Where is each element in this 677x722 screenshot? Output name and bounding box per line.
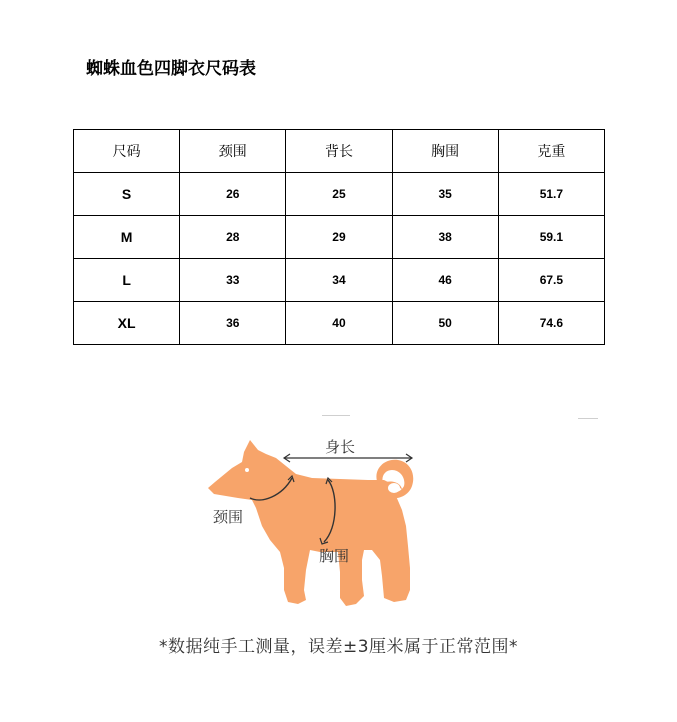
cell-back: 40 xyxy=(286,302,392,345)
cell-chest: 35 xyxy=(392,173,498,216)
back-length-label: 身长 xyxy=(324,438,356,456)
header-size: 尺码 xyxy=(74,130,180,173)
header-weight: 克重 xyxy=(498,130,604,173)
size-chart-table xyxy=(73,129,605,345)
cell-neck: 26 xyxy=(180,173,286,216)
cell-weight: 59.1 xyxy=(498,216,604,259)
chest-label: 胸围 xyxy=(318,547,350,565)
cell-back: 25 xyxy=(286,173,392,216)
cell-size: L xyxy=(74,259,180,302)
neck-label: 颈围 xyxy=(212,508,244,526)
table-row xyxy=(74,173,605,216)
header-chest: 胸围 xyxy=(392,130,498,173)
table-row xyxy=(74,216,605,259)
header-back: 背长 xyxy=(286,130,392,173)
cell-weight: 51.7 xyxy=(498,173,604,216)
table-row xyxy=(74,302,605,345)
cell-chest: 38 xyxy=(392,216,498,259)
page-title: 蜘蛛血色四脚衣尺码表 xyxy=(86,59,256,79)
cell-size: M xyxy=(74,216,180,259)
cell-neck: 36 xyxy=(180,302,286,345)
cell-neck: 28 xyxy=(180,216,286,259)
measurement-diagram xyxy=(0,400,677,622)
measurement-footnote: *数据纯手工测量，误差±3厘米属于正常范围* xyxy=(158,637,519,657)
table-header-row xyxy=(74,130,605,173)
cell-neck: 33 xyxy=(180,259,286,302)
cell-back: 29 xyxy=(286,216,392,259)
cell-chest: 50 xyxy=(392,302,498,345)
header-neck: 颈围 xyxy=(180,130,286,173)
table-row xyxy=(74,259,605,302)
cell-weight: 67.5 xyxy=(498,259,604,302)
cell-back: 34 xyxy=(286,259,392,302)
cell-size: XL xyxy=(74,302,180,345)
cell-weight: 74.6 xyxy=(498,302,604,345)
cell-size: S xyxy=(74,173,180,216)
cell-chest: 46 xyxy=(392,259,498,302)
